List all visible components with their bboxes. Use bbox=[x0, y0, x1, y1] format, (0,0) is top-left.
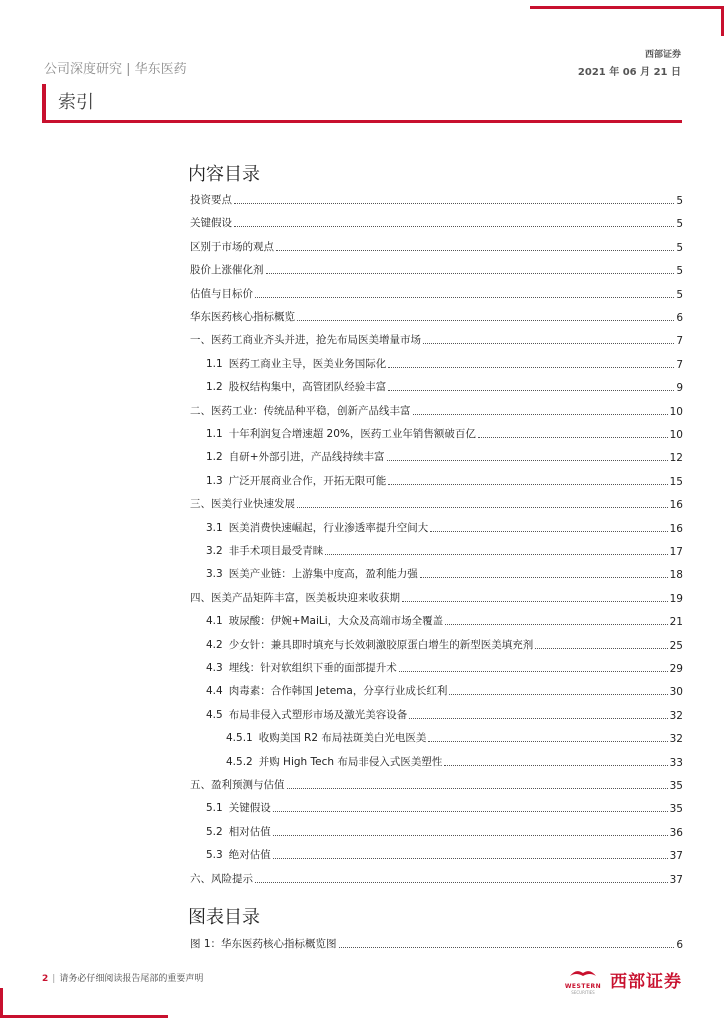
toc-entry-text: 二、医药工业：传统品种平稳，创新产品线丰富 bbox=[190, 404, 411, 417]
logo-english-sub: SECURITIES bbox=[571, 990, 595, 995]
dot-leader bbox=[273, 810, 668, 812]
toc-entry-label bbox=[206, 520, 428, 535]
toc-entry[interactable] bbox=[190, 308, 683, 324]
toc-entry-label bbox=[206, 683, 447, 698]
toc-entry-label bbox=[206, 660, 397, 675]
logo-chinese: 西部证券 bbox=[610, 972, 682, 992]
toc-entry-page: 29 bbox=[669, 663, 683, 675]
toc-entry-label bbox=[206, 824, 271, 839]
toc-entry-label bbox=[190, 192, 232, 207]
dot-leader bbox=[478, 436, 668, 438]
toc-entry-number: 4.2 bbox=[206, 638, 223, 651]
toc-entry-number: 5.1 bbox=[206, 802, 223, 815]
toc-entry[interactable] bbox=[190, 402, 683, 418]
figure-toc-entry-label bbox=[190, 936, 337, 951]
toc-entry[interactable] bbox=[206, 799, 683, 815]
toc-entry-page: 6 bbox=[676, 312, 683, 324]
toc-entry-number: 4.5 bbox=[206, 708, 223, 721]
toc-entry-number: 4.1 bbox=[206, 615, 223, 628]
toc-entry-text: 医美产业链：上游集中度高，盈利能力强 bbox=[228, 568, 418, 581]
toc-entry-number: 4.4 bbox=[206, 685, 223, 698]
dot-leader bbox=[273, 834, 668, 836]
toc-entry-text: 玻尿酸：伊婉+MaiLi，大众及高端市场全覆盖 bbox=[228, 615, 444, 628]
toc-entry-label bbox=[190, 239, 274, 254]
dot-leader bbox=[388, 389, 674, 391]
dot-leader bbox=[273, 857, 668, 859]
toc-entry[interactable] bbox=[206, 682, 683, 698]
toc-entry-number: 4.5.2 bbox=[226, 755, 253, 768]
dot-leader bbox=[387, 459, 668, 461]
dot-leader bbox=[297, 506, 668, 508]
toc-entry-label bbox=[190, 777, 285, 792]
toc-entry-page: 12 bbox=[669, 452, 683, 465]
toc-entry-text: 自研+外部引进，产品线持续丰富 bbox=[228, 451, 385, 464]
toc-entry-page: 19 bbox=[669, 592, 683, 605]
corner-decoration-bottom-left bbox=[0, 1015, 168, 1018]
toc-entry[interactable] bbox=[190, 495, 683, 511]
toc-entry[interactable] bbox=[226, 753, 683, 769]
dot-leader bbox=[287, 787, 668, 789]
toc-entry-text: 关键假设 bbox=[228, 802, 271, 815]
dot-leader bbox=[276, 249, 674, 251]
toc-entry[interactable] bbox=[226, 729, 683, 745]
corner-decoration-top-right bbox=[530, 6, 724, 9]
toc-entry-number: 1.1 bbox=[206, 428, 223, 440]
toc-entry-text: 关键假设 bbox=[190, 217, 232, 230]
toc-entry-label bbox=[206, 637, 533, 652]
toc-entry-label bbox=[190, 403, 411, 418]
dot-leader bbox=[402, 600, 668, 602]
toc-entry[interactable] bbox=[190, 238, 683, 254]
toc-entry-text: 一、医药工商业齐头并进，抢先布局医美增量市场 bbox=[190, 334, 421, 347]
toc-entry-text: 相对估值 bbox=[228, 825, 271, 838]
dot-leader bbox=[325, 553, 667, 555]
toc-entry-label bbox=[206, 426, 476, 441]
dot-leader bbox=[423, 342, 674, 344]
toc-entry[interactable] bbox=[190, 589, 683, 605]
toc-entry[interactable] bbox=[206, 846, 683, 862]
toc-entry-page: 32 bbox=[669, 709, 683, 722]
toc-entry-number: 3.3 bbox=[206, 568, 223, 581]
toc-entry-page: 36 bbox=[669, 826, 683, 839]
toc-entry-number: 5.2 bbox=[206, 825, 223, 838]
toc-entry[interactable] bbox=[206, 636, 683, 652]
toc-entry-text: 华东医药核心指标概览 bbox=[190, 311, 295, 323]
toc-entry-text: 非手术项目最受青睐 bbox=[228, 545, 324, 557]
toc-entry-page: 5 bbox=[676, 218, 683, 231]
toc-entry-label bbox=[190, 309, 295, 324]
toc-entry-text: 收购美国 R2 布局祛斑美白光电医美 bbox=[258, 732, 427, 745]
section-title: 索引 bbox=[58, 92, 94, 113]
toc-entry-number: 1.2 bbox=[206, 381, 223, 394]
toc-entry-page: 16 bbox=[669, 499, 683, 512]
section-divider bbox=[42, 120, 682, 123]
toc-entry-text: 三、医美行业快速发展 bbox=[190, 498, 295, 511]
logo-mark bbox=[560, 964, 606, 995]
toc-entry-text: 股权结构集中，高管团队经验丰富 bbox=[228, 381, 387, 394]
toc-entry-page: 35 bbox=[669, 803, 683, 816]
dot-leader bbox=[409, 717, 667, 719]
toc-entry-label bbox=[226, 754, 442, 769]
toc-entry-page: 5 bbox=[676, 195, 683, 207]
toc-entry[interactable] bbox=[206, 519, 683, 535]
toc-entry[interactable] bbox=[190, 191, 683, 207]
toc-entry[interactable] bbox=[190, 214, 683, 230]
figure-toc-entry-text: 图 1：华东医药核心指标概览图 bbox=[190, 938, 337, 950]
toc-entry-text: 布局非侵入式塑形市场及激光美容设备 bbox=[228, 708, 408, 721]
report-date: 2021 年 06 月 21 日 bbox=[577, 67, 681, 78]
toc-entry-text: 六、风险提示 bbox=[190, 872, 253, 885]
toc-entry-text: 埋线：针对软组织下垂的面部提升术 bbox=[228, 662, 397, 674]
toc-entry[interactable] bbox=[206, 378, 683, 394]
toc-entry[interactable] bbox=[190, 870, 683, 886]
toc-entry-page: 37 bbox=[669, 873, 683, 886]
toc-entry[interactable] bbox=[206, 823, 683, 839]
page-number: 2 bbox=[42, 974, 49, 984]
toc-entry[interactable] bbox=[206, 565, 683, 581]
toc-entry-text: 绝对估值 bbox=[228, 849, 271, 862]
toc-entry-page: 17 bbox=[669, 546, 683, 558]
toc-entry-text: 四、医美产品矩阵丰富，医美板块迎来收获期 bbox=[190, 591, 400, 604]
dot-leader bbox=[444, 764, 667, 766]
dot-leader bbox=[388, 483, 667, 485]
toc-entry[interactable] bbox=[206, 542, 683, 558]
toc-entry[interactable] bbox=[206, 706, 683, 722]
toc-entry-page: 5 bbox=[676, 265, 683, 278]
toc-entry-text: 医美消费快速崛起，行业渗透率提升空间大 bbox=[228, 521, 429, 534]
toc-entry-page: 7 bbox=[676, 358, 683, 371]
toc-entry-text: 医药工商业主导，医美业务国际化 bbox=[228, 357, 387, 370]
dot-leader bbox=[234, 202, 674, 204]
toc-entry-text: 区别于市场的观点 bbox=[190, 240, 274, 253]
dot-leader bbox=[430, 530, 667, 532]
toc-entry[interactable] bbox=[190, 776, 683, 792]
toc-entry-number: 1.1 bbox=[206, 357, 223, 370]
toc-entry-page: 25 bbox=[669, 639, 683, 652]
toc-entry-text: 股价上涨催化剂 bbox=[190, 264, 264, 277]
toc-entry-page: 35 bbox=[669, 780, 683, 792]
toc-entry-text: 少女针：兼具即时填充与长效刺激胶原蛋白增生的新型医美填充剂 bbox=[228, 638, 534, 651]
toc-entry-label bbox=[206, 543, 323, 558]
toc-entry-page: 16 bbox=[669, 522, 683, 535]
report-type-label: 公司深度研究 | 华东医药 bbox=[44, 62, 187, 77]
toc-entry-page: 10 bbox=[669, 429, 683, 441]
toc-entry-page: 15 bbox=[669, 475, 683, 488]
footer-separator: | bbox=[52, 974, 56, 984]
toc-entry-label bbox=[190, 496, 295, 511]
toc-entry-label bbox=[206, 566, 418, 581]
corner-decoration-bottom-left-vertical bbox=[0, 988, 3, 1018]
figure-toc-entry-page: 6 bbox=[676, 939, 683, 951]
company-logo bbox=[560, 964, 682, 995]
dot-leader bbox=[339, 946, 675, 948]
toc-entry-text: 广泛开展商业合作，开拓无限可能 bbox=[228, 474, 387, 487]
toc-entry-text: 并购 High Tech 布局非侵入式医美塑性 bbox=[258, 755, 443, 768]
toc-entry[interactable] bbox=[206, 612, 683, 628]
toc-entry-label bbox=[206, 613, 443, 628]
toc-entry-label bbox=[206, 473, 386, 488]
toc-entry-text: 肉毒素：合作韩国 Jetema，分享行业成长红利 bbox=[228, 685, 448, 698]
toc-entry-page: 5 bbox=[676, 288, 683, 301]
toc-entry-label bbox=[226, 730, 426, 745]
toc-entry-text: 十年利润复合增速超 20%，医药工业年销售额破百亿 bbox=[228, 428, 476, 440]
toc-entry-label bbox=[190, 262, 264, 277]
dot-leader bbox=[255, 881, 668, 883]
toc-entry-page: 18 bbox=[669, 569, 683, 582]
toc-entry[interactable] bbox=[206, 659, 683, 675]
toc-entry-label bbox=[206, 800, 271, 815]
toc-entry-page: 7 bbox=[676, 335, 683, 348]
toc-entry-page: 9 bbox=[676, 382, 683, 395]
toc-entry-text: 投资要点 bbox=[190, 194, 232, 206]
toc-entry[interactable] bbox=[206, 448, 683, 464]
toc-entry-label bbox=[206, 356, 386, 371]
dot-leader bbox=[255, 296, 674, 298]
toc-entry-page: 30 bbox=[669, 686, 683, 699]
dot-leader bbox=[297, 319, 674, 321]
dot-leader bbox=[234, 225, 674, 227]
logo-english: WESTERN bbox=[564, 983, 602, 990]
toc-entry-label bbox=[190, 590, 400, 605]
toc-entry-label bbox=[190, 871, 253, 886]
section-marker bbox=[42, 84, 46, 120]
toc-entry[interactable] bbox=[190, 261, 683, 277]
toc-entry[interactable] bbox=[190, 285, 683, 301]
footer bbox=[42, 971, 203, 984]
logo-wing-icon bbox=[568, 967, 598, 979]
toc-entry-page: 5 bbox=[676, 241, 683, 254]
dot-leader bbox=[413, 413, 668, 415]
toc-entry[interactable] bbox=[206, 472, 683, 488]
toc-entry-page: 10 bbox=[669, 405, 683, 418]
dot-leader bbox=[399, 670, 668, 672]
toc-entry-page: 33 bbox=[669, 756, 683, 769]
toc-entry[interactable] bbox=[190, 331, 683, 347]
toc-entry-number: 4.3 bbox=[206, 662, 223, 674]
dot-leader bbox=[449, 693, 667, 695]
toc-entry-number: 5.3 bbox=[206, 849, 223, 862]
toc-entry-page: 32 bbox=[669, 733, 683, 746]
toc-heading: 内容目录 bbox=[188, 164, 260, 185]
header-brand: 西部证券 bbox=[644, 50, 681, 60]
toc-entry-page: 37 bbox=[669, 850, 683, 863]
dot-leader bbox=[535, 647, 667, 649]
toc-entry-number: 1.2 bbox=[206, 451, 223, 464]
toc-entry-label bbox=[206, 379, 386, 394]
toc-entry-label bbox=[190, 215, 232, 230]
dot-leader bbox=[388, 366, 674, 368]
toc-entry-label bbox=[206, 707, 407, 722]
toc-entry-number: 3.2 bbox=[206, 545, 223, 557]
toc-entry[interactable] bbox=[206, 425, 683, 441]
dot-leader bbox=[420, 576, 668, 578]
toc-entry-number: 1.3 bbox=[206, 474, 223, 487]
toc-entry-label bbox=[206, 847, 271, 862]
figure-toc-heading: 图表目录 bbox=[188, 907, 260, 928]
toc-entry-label bbox=[190, 332, 421, 347]
dot-leader bbox=[445, 623, 667, 625]
toc-entry-label bbox=[190, 286, 253, 301]
toc-entry-label bbox=[206, 449, 385, 464]
toc-entry-page: 21 bbox=[669, 616, 683, 629]
toc-entry[interactable] bbox=[206, 355, 683, 371]
toc-entry-number: 4.5.1 bbox=[226, 732, 253, 745]
dot-leader bbox=[266, 272, 675, 274]
toc-entry-text: 估值与目标价 bbox=[190, 287, 253, 300]
figure-toc-entry[interactable] bbox=[190, 935, 683, 951]
toc-entry-text: 五、盈利预测与估值 bbox=[190, 779, 285, 791]
footer-disclaimer: 请务必仔细阅读报告尾部的重要声明 bbox=[59, 974, 204, 984]
toc-entry-number: 3.1 bbox=[206, 521, 223, 534]
dot-leader bbox=[428, 740, 667, 742]
